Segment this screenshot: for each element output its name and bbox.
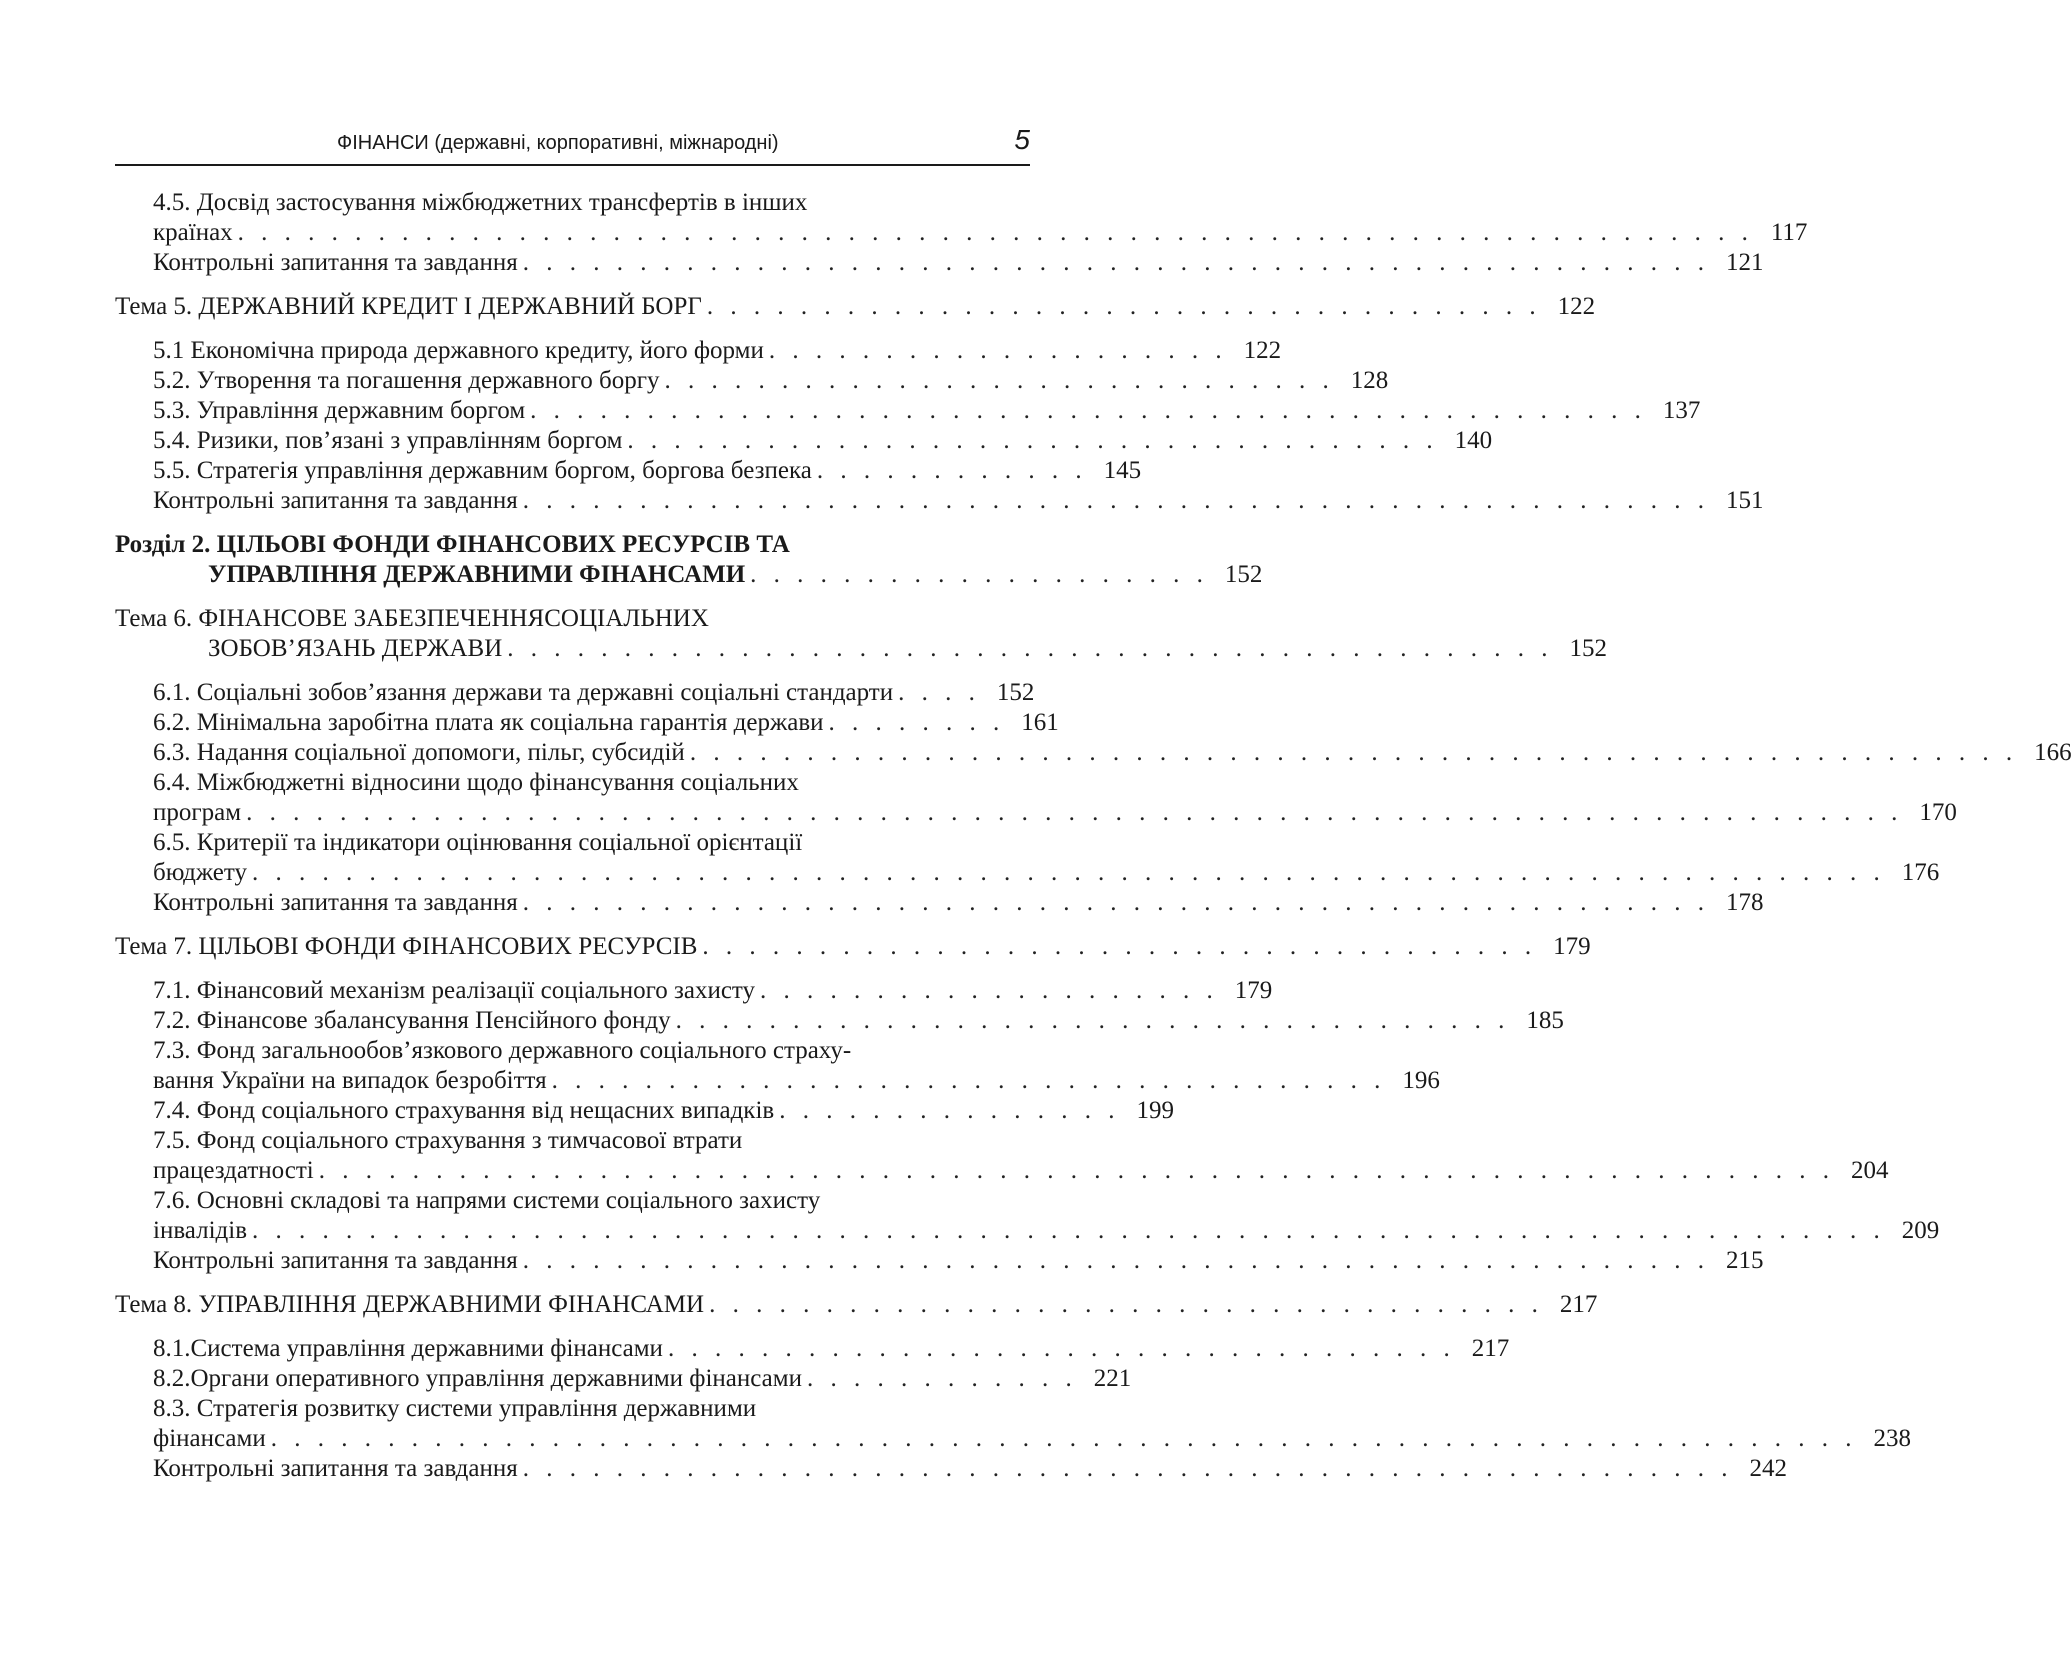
toc-label: 7.1. Фінансовий механізм реалізації соціального захисту xyxy=(153,976,758,1006)
toc-text: 7.5. Фонд соціального страхування з тимчасової втрати xyxy=(153,1127,743,1154)
dot-leader: . . . . xyxy=(898,679,981,706)
toc-page-number: 128 xyxy=(1334,366,1388,396)
dot-leader: . . . . . . . . . . . . . . . . . . . . . . . . . . . . . . . . . . . . . . . . . . . . . . . . . . . xyxy=(522,249,1710,276)
toc-label: вання України на випадок безробіття xyxy=(153,1066,550,1096)
dot-leader: . . . . . . . . . . . . . . . . . . . . . . . . . . . . . . . . . . . . . . . . . . . . . . . . xyxy=(530,397,1647,424)
toc-page-number: 170 xyxy=(1903,798,1957,828)
toc-entry-6-1[interactable] xyxy=(153,678,1035,708)
dot-leader: . . . . . . . . xyxy=(828,709,1005,736)
dot-leader: . . . . . . . . . . . . . . . . . . . . . . . . . . . . . . . . . . . . . . . . . . . . . . . . . . . xyxy=(522,487,1710,514)
toc-entry-6-5-line1 xyxy=(153,828,1030,858)
dot-leader: . . . . . . . . . . . . . . . . . . . . . . . . . . . . . . . . . . . . xyxy=(675,1007,1510,1034)
toc-page-number: 145 xyxy=(1087,456,1141,486)
toc-page-number: 242 xyxy=(1733,1454,1787,1484)
toc-topic-6[interactable] xyxy=(208,634,1608,664)
toc-page-number: 217 xyxy=(1455,1334,1509,1364)
dot-leader: . . . . . . . . . . . . . . . . . . . . xyxy=(768,337,1228,364)
toc-page-number: 179 xyxy=(1218,976,1272,1006)
toc-label: Тема 5. ДЕРЖАВНИЙ КРЕДИТ І ДЕРЖАВНИЙ БОРГ xyxy=(115,292,705,322)
toc-entry-6-4-line1 xyxy=(153,768,1030,798)
toc-entry-7-5-line1 xyxy=(153,1126,1030,1156)
toc-topic-5[interactable] xyxy=(115,292,1596,322)
toc-page-number: 176 xyxy=(1885,858,1939,888)
toc-page-number: 204 xyxy=(1835,1156,1889,1186)
dot-leader: . . . . . . . . . . . . . . . . . . . . . . . . . . . . . . . . . . . . . . . . . . . . . . . . . . . xyxy=(522,889,1710,916)
toc-entry-5-4[interactable] xyxy=(153,426,1493,456)
toc-label: Контрольні запитання та завдання xyxy=(153,248,521,278)
toc-entry-7-3[interactable] xyxy=(153,1066,1440,1096)
toc-page-number: 152 xyxy=(980,678,1034,708)
header-rule xyxy=(115,164,1030,166)
toc-text: Розділ 2. ЦІЛЬОВІ ФОНДИ ФІНАНСОВИХ РЕСУРСІВ ТА xyxy=(115,531,790,558)
toc-entry-4-5-line1 xyxy=(153,188,1030,218)
toc-label: бюджету xyxy=(153,858,250,888)
toc-label: 5.1 Економічна природа державного кредиту, його форми xyxy=(153,336,767,366)
dot-leader: . . . . . . . . . . . . . . . . . . . . . . . . . . . . . . . . . . . . . . . . . . . . . . . . . . . . . . . . . . . . . . . . . . . . . . . xyxy=(246,799,1903,826)
toc-entry-6-4[interactable] xyxy=(153,798,1957,828)
toc-label: 6.1. Соціальні зобов’язання держави та державні соціальні стандарти xyxy=(153,678,896,708)
toc-entry-questions-6[interactable] xyxy=(153,888,1764,918)
toc-page-number: 209 xyxy=(1885,1216,1939,1246)
dot-leader: . . . . . . . . . . . . . . . xyxy=(779,1097,1120,1124)
toc-entry-5-5[interactable] xyxy=(153,456,1142,486)
toc-entry-questions-4[interactable] xyxy=(153,248,1764,278)
toc-entry-7-6-line1 xyxy=(153,1186,1030,1216)
dot-leader: . . . . . . . . . . . . . . . . . . . . xyxy=(750,561,1209,588)
dot-leader: . . . . . . . . . . . . . . . . . . . . . . . . . . . . . . . . . . . . . . . . . . . . . . . . . . . . . . . . . . . . . . . . . . . . . . xyxy=(251,859,1886,886)
toc-label: Контрольні запитання та завдання xyxy=(153,486,521,516)
toc-page-number: 185 xyxy=(1510,1006,1564,1036)
toc-page-number: 217 xyxy=(1543,1290,1597,1320)
toc-page-number: 122 xyxy=(1227,336,1281,366)
toc-label: УПРАВЛІННЯ ДЕРЖАВНИМИ ФІНАНСАМИ xyxy=(208,560,748,590)
toc-section-2[interactable] xyxy=(208,560,1263,590)
toc-label: програм xyxy=(153,798,244,828)
toc-page-number: 122 xyxy=(1541,292,1595,322)
toc-page-number: 152 xyxy=(1208,560,1262,590)
running-header xyxy=(115,124,1030,164)
toc-label: Контрольні запитання та завдання xyxy=(153,1454,521,1484)
toc-page-number: 196 xyxy=(1386,1066,1440,1096)
toc-page-number: 151 xyxy=(1709,486,1763,516)
toc-label: фінансами xyxy=(153,1424,269,1454)
dot-leader: . . . . . . . . . . . . xyxy=(806,1365,1078,1392)
toc-page-number: 199 xyxy=(1120,1096,1174,1126)
dot-leader: . . . . . . . . . . . . xyxy=(816,457,1088,484)
toc-label: інвалідів xyxy=(153,1216,250,1246)
dot-leader: . . . . . . . . . . . . . . . . . . . . . . . . . . . . . . . . . . . . . . . . . . . . . . . . . . . . . . . . . . . . . . . . . xyxy=(237,219,1754,246)
toc-label: ЗОБОВ’ЯЗАНЬ ДЕРЖАВИ xyxy=(208,634,505,664)
toc-page-number: 166 xyxy=(2018,738,2072,768)
dot-leader: . . . . . . . . . . . . . . . . . . . . . . . . . . . . . . . . . . . . . . . . . . . . . xyxy=(507,635,1554,662)
running-header-title: ФІНАНСИ (державні, корпоративні, міжнародні) xyxy=(337,132,779,154)
toc-label: країнах xyxy=(153,218,236,248)
toc-label: 8.2.Органи оперативного управління державними фінансами xyxy=(153,1364,805,1394)
toc-text: 6.4. Міжбюджетні відносини щодо фінансування соціальних xyxy=(153,769,799,796)
page-number: 5 xyxy=(1014,124,1030,155)
dot-leader: . . . . . . . . . . . . . . . . . . . . . . . . . . . . . . . . . . . . . . . . . . . . . . . . . . . . xyxy=(522,1455,1733,1482)
dot-leader: . . . . . . . . . . . . . . . . . . . . . . . . . . . . . . . . . . . xyxy=(627,427,1439,454)
toc-entry-5-1[interactable] xyxy=(153,336,1282,366)
dot-leader: . . . . . . . . . . . . . . . . . . . . . . . . . . . . . . . . . . . . . . . . . . . . . . . . . . . . . . . . . . . . . . . . . xyxy=(318,1157,1835,1184)
toc-text: 7.3. Фонд загальнообов’язкового державного соціального страху- xyxy=(153,1037,852,1064)
toc-entry-6-5[interactable] xyxy=(153,858,1940,888)
dot-leader: . . . . . . . . . . . . . . . . . . . . xyxy=(760,977,1219,1004)
toc-label: 5.3. Управління державним боргом xyxy=(153,396,528,426)
toc-entry-questions-5[interactable] xyxy=(153,486,1764,516)
toc-page-number: 137 xyxy=(1646,396,1700,426)
toc-topic-8[interactable] xyxy=(115,1290,1598,1320)
toc-entry-4-5[interactable] xyxy=(153,218,1808,248)
toc-label: 7.4. Фонд соціального страхування від нещасних випадків xyxy=(153,1096,777,1126)
toc-page-number: 161 xyxy=(1005,708,1059,738)
toc-entry-7-1[interactable] xyxy=(153,976,1273,1006)
dot-leader: . . . . . . . . . . . . . . . . . . . . . . . . . . . . . . . . . . . . xyxy=(551,1067,1386,1094)
toc-entry-8-3[interactable] xyxy=(153,1424,1911,1454)
toc-entry-questions-8[interactable] xyxy=(153,1454,1787,1484)
dot-leader: . . . . . . . . . . . . . . . . . . . . . . . . . . . . . xyxy=(664,367,1335,394)
toc-section-2-line1 xyxy=(115,530,1030,560)
toc-entry-7-2[interactable] xyxy=(153,1006,1564,1036)
toc-text: 7.6. Основні складові та напрями системи соціального захисту xyxy=(153,1187,821,1214)
toc-entry-6-2[interactable] xyxy=(153,708,1059,738)
toc-label: Контрольні запитання та завдання xyxy=(153,888,521,918)
toc-text: 8.3. Стратегія розвитку системи управління державними xyxy=(153,1395,757,1422)
toc-text: Тема 6. ФІНАНСОВЕ ЗАБЕЗПЕЧЕННЯСОЦІАЛЬНИХ xyxy=(115,605,709,632)
toc-entry-8-2[interactable] xyxy=(153,1364,1132,1394)
toc-text: 6.5. Критерії та індикатори оцінювання соціальної орієнтації xyxy=(153,829,803,856)
toc-entry-5-3[interactable] xyxy=(153,396,1701,426)
toc-label: Контрольні запитання та завдання xyxy=(153,1246,521,1276)
toc-label: Тема 7. ЦІЛЬОВІ ФОНДИ ФІНАНСОВИХ РЕСУРСІВ xyxy=(115,932,700,962)
toc-page-number: 179 xyxy=(1537,932,1591,962)
toc-entry-8-1[interactable] xyxy=(153,1334,1510,1364)
toc-label: 5.2. Утворення та погашення державного боргу xyxy=(153,366,663,396)
toc-label: 7.2. Фінансове збалансування Пенсійного фонду xyxy=(153,1006,674,1036)
toc-page-number: 178 xyxy=(1709,888,1763,918)
toc-entry-7-5[interactable] xyxy=(153,1156,1889,1186)
toc-label: 6.2. Мінімальна заробітна плата як соціальна гарантія держави xyxy=(153,708,827,738)
toc-page-number: 215 xyxy=(1709,1246,1763,1276)
toc-topic-6-line1 xyxy=(115,604,1030,634)
dot-leader: . . . . . . . . . . . . . . . . . . . . . . . . . . . . . . . . . . . . . . . . . . . . . . . . . . . xyxy=(522,1247,1710,1274)
dot-leader: . . . . . . . . . . . . . . . . . . . . . . . . . . . . . . . . . . . . . . . . . . . . . . . . . . . . . . . . . . . . . . . . . . . . . . xyxy=(252,1217,1886,1244)
toc-topic-7[interactable] xyxy=(115,932,1591,962)
toc-entry-5-2[interactable] xyxy=(153,366,1389,396)
toc-label: Тема 8. УПРАВЛІННЯ ДЕРЖАВНИМИ ФІНАНСАМИ xyxy=(115,1290,707,1320)
dot-leader: . . . . . . . . . . . . . . . . . . . . . . . . . . . . . . . . . . . . xyxy=(706,293,1542,320)
toc-entry-8-3-line1 xyxy=(153,1394,1030,1424)
toc-entry-7-4[interactable] xyxy=(153,1096,1174,1126)
toc-label: 8.1.Система управління державними фінансами xyxy=(153,1334,666,1364)
dot-leader: . . . . . . . . . . . . . . . . . . . . . . . . . . . . . . . . . . . . . . . . . . . . . . . . . . . . . . . . . xyxy=(689,739,2018,766)
toc-label: працездатності xyxy=(153,1156,317,1186)
toc-page-number: 238 xyxy=(1857,1424,1911,1454)
toc-entry-7-6[interactable] xyxy=(153,1216,1940,1246)
toc-label: 6.3. Надання соціальної допомоги, пільг, субсидій xyxy=(153,738,688,768)
dot-leader: . . . . . . . . . . . . . . . . . . . . . . . . . . . . . . . . . . xyxy=(667,1335,1456,1362)
toc-entry-questions-7[interactable] xyxy=(153,1246,1764,1276)
toc-page-number: 152 xyxy=(1553,634,1607,664)
table-of-contents xyxy=(115,188,2072,1484)
toc-page-number: 221 xyxy=(1077,1364,1131,1394)
toc-text: 4.5. Досвід застосування міжбюджетних трансфертів в інших xyxy=(153,189,808,216)
toc-entry-7-3-line1 xyxy=(153,1036,1030,1066)
toc-label: 5.5. Стратегія управління державним боргом, боргова безпека xyxy=(153,456,815,486)
toc-page-number: 121 xyxy=(1709,248,1763,278)
toc-page-number: 117 xyxy=(1753,218,1807,248)
dot-leader: . . . . . . . . . . . . . . . . . . . . . . . . . . . . . . . . . . . . xyxy=(702,933,1537,960)
toc-entry-6-3[interactable] xyxy=(153,738,2072,768)
toc-label: 5.4. Ризики, пов’язані з управлінням боргом xyxy=(153,426,625,456)
toc-page-number: 140 xyxy=(1438,426,1492,456)
dot-leader: . . . . . . . . . . . . . . . . . . . . . . . . . . . . . . . . . . . . xyxy=(709,1291,1544,1318)
dot-leader: . . . . . . . . . . . . . . . . . . . . . . . . . . . . . . . . . . . . . . . . . . . . . . . . . . . . . . . . . . . . . . . . . . . . xyxy=(270,1425,1857,1452)
